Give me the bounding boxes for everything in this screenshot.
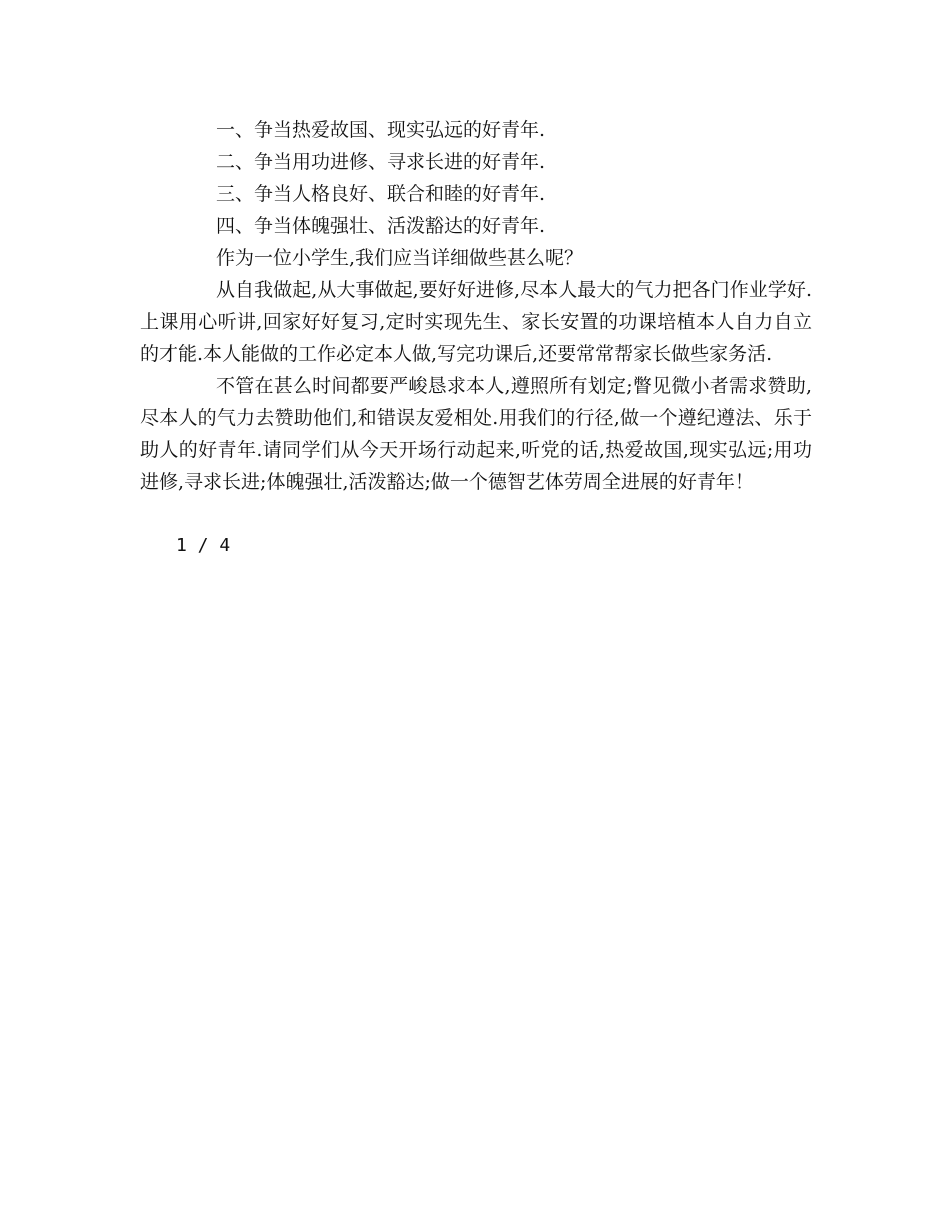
paragraph-conduct: 不管在甚么时间都要严峻恳求本人,遵照所有划定;瞥见微小者需求赞助,尽本人的气力去赞助他们,和错误友爱相处.用我们的行径,做一个遵纪遵法、乐于助人的好青年.请同学们从今天开场行动起来,听党的话,热爱故国,现实弘远;用功进修,寻求长进;体魄强壮,活泼豁达;做一个德智艺体劳周全进展的好青年！ [140,375,812,493]
goal-item-2: 二、争当用功进修、寻求长进的好青年. [216,151,546,173]
goal-item-4: 四、争当体魄强壮、活泼豁达的好青年. [216,215,546,237]
document-body [140,114,812,498]
page-number: 1 / 4 [176,535,231,556]
question-line: 作为一位小学生,我们应当详细做些甚么呢？ [216,247,584,269]
goal-item-3: 三、争当人格良好、联合和睦的好青年. [216,183,546,205]
goal-item-1: 一、争当热爱故国、现实弘远的好青年. [216,119,546,141]
paragraph-study: 从自我做起,从大事做起,要好好进修,尽本人最大的气力把各门作业学好.上课用心听讲,回家好好复习,定时实现先生、家长安置的功课培植本人自力自立的才能.本人能做的工作必定本人做,写完功课后,还要常常帮家长做些家务活. [140,279,812,365]
